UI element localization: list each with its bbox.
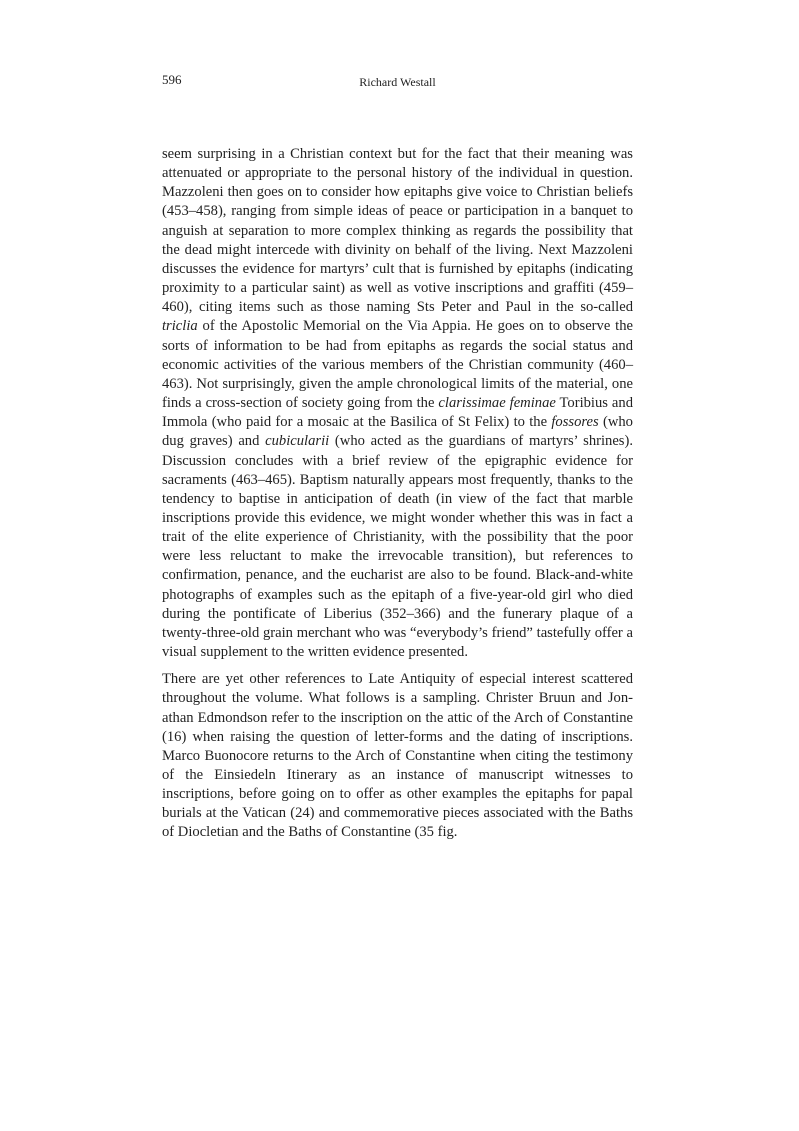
text-segment: (who acted as the guardians of martyrs’ shrines). Discussion concludes with a brief review of the epigraphic evidence for sacraments (463–465). Baptism naturally appears most frequently, thanks to the tendency to baptise in anticipation of death (in view of the fact that marble inscriptions provide this evidence, we might wonder whether this was in fact a trait of the elite experience of Christianity, with the possibility that the poor were less reluctant to make the irrevocable transition), but references to confirmation, penance, and the eucharist are also to be found. Black-and-white photographs of examples such as the epitaph of a five-year-old girl who died during the pontificate of Liberius (352–366) and the funerary plaque of a twenty-three-old grain merchant who was “everybody’s friend” tastefully offer a visual supplement to the written evidence presented.: [162, 433, 633, 661]
italic-term-triclia: triclia: [162, 318, 198, 335]
text-segment: seem surprising in a Christian context but for the fact that their meaning was attenuated or appropriate to the personal history of the individual in question. Mazzoleni then goes on to consider how epitaphs give voice to Christian beliefs (453–458), ranging from simple ideas of peace or participation in a banquet to anguish at separation to more complex thinking as regards the possibility that the dead might intercede with divinity on behalf of the living. Next Mazzoleni discusses the evidence for martyrs’ cult that is furnished by epitaphs (indicating proximity to a particular saint) as well as votive inscriptions and graffiti (459–460), citing items such as those naming Sts Peter and Paul in the so-called: [162, 146, 633, 316]
text-segment: Toribius and Immola (who paid for a mosaic at the Basilica of St Felix) to the: [162, 395, 633, 431]
paragraph-1: [162, 145, 633, 662]
running-title-author: Richard Westall: [359, 75, 436, 89]
paragraph-2: [162, 670, 633, 842]
running-head: [162, 70, 633, 90]
italic-term-fossores: fossores: [551, 414, 599, 431]
text-segment: There are yet other references to Late Antiquity of especial interest scattered throughout the volume. What follows is a sampling. Christer Bruun and Jonathan Edmondson refer to the inscription on the attic of the Arch of Constantine (16) when raising the question of letter-forms and the dating of inscriptions. Marco Buonocore returns to the Arch of Constantine when citing the testimony of the Einsiedeln Itinerary as an instance of manuscript witnesses to inscriptions, before going on to offer as other examples the epitaphs for papal burials at the Vatican (24) and commemorative pieces associated with the Baths of Diocletian and the Baths of Constantine (35 fig.: [162, 671, 633, 841]
page-number: 596: [162, 72, 182, 87]
italic-term-cubicularii: cubicularii: [265, 433, 330, 450]
italic-term-clarissimae-feminae: clarissimae feminae: [438, 395, 556, 412]
text-segment: of the Apostolic Memorial on the Via Appia. He goes on to observe the sorts of information to be had from epitaphs as regards the social status and economic activities of the various members of the Christian community (460–463). Not surprisingly, given the ample chronological limits of the material, one finds a cross-section of society going from the: [162, 318, 633, 412]
body-text: [162, 145, 633, 843]
text-segment: (who dug graves) and: [162, 414, 633, 450]
